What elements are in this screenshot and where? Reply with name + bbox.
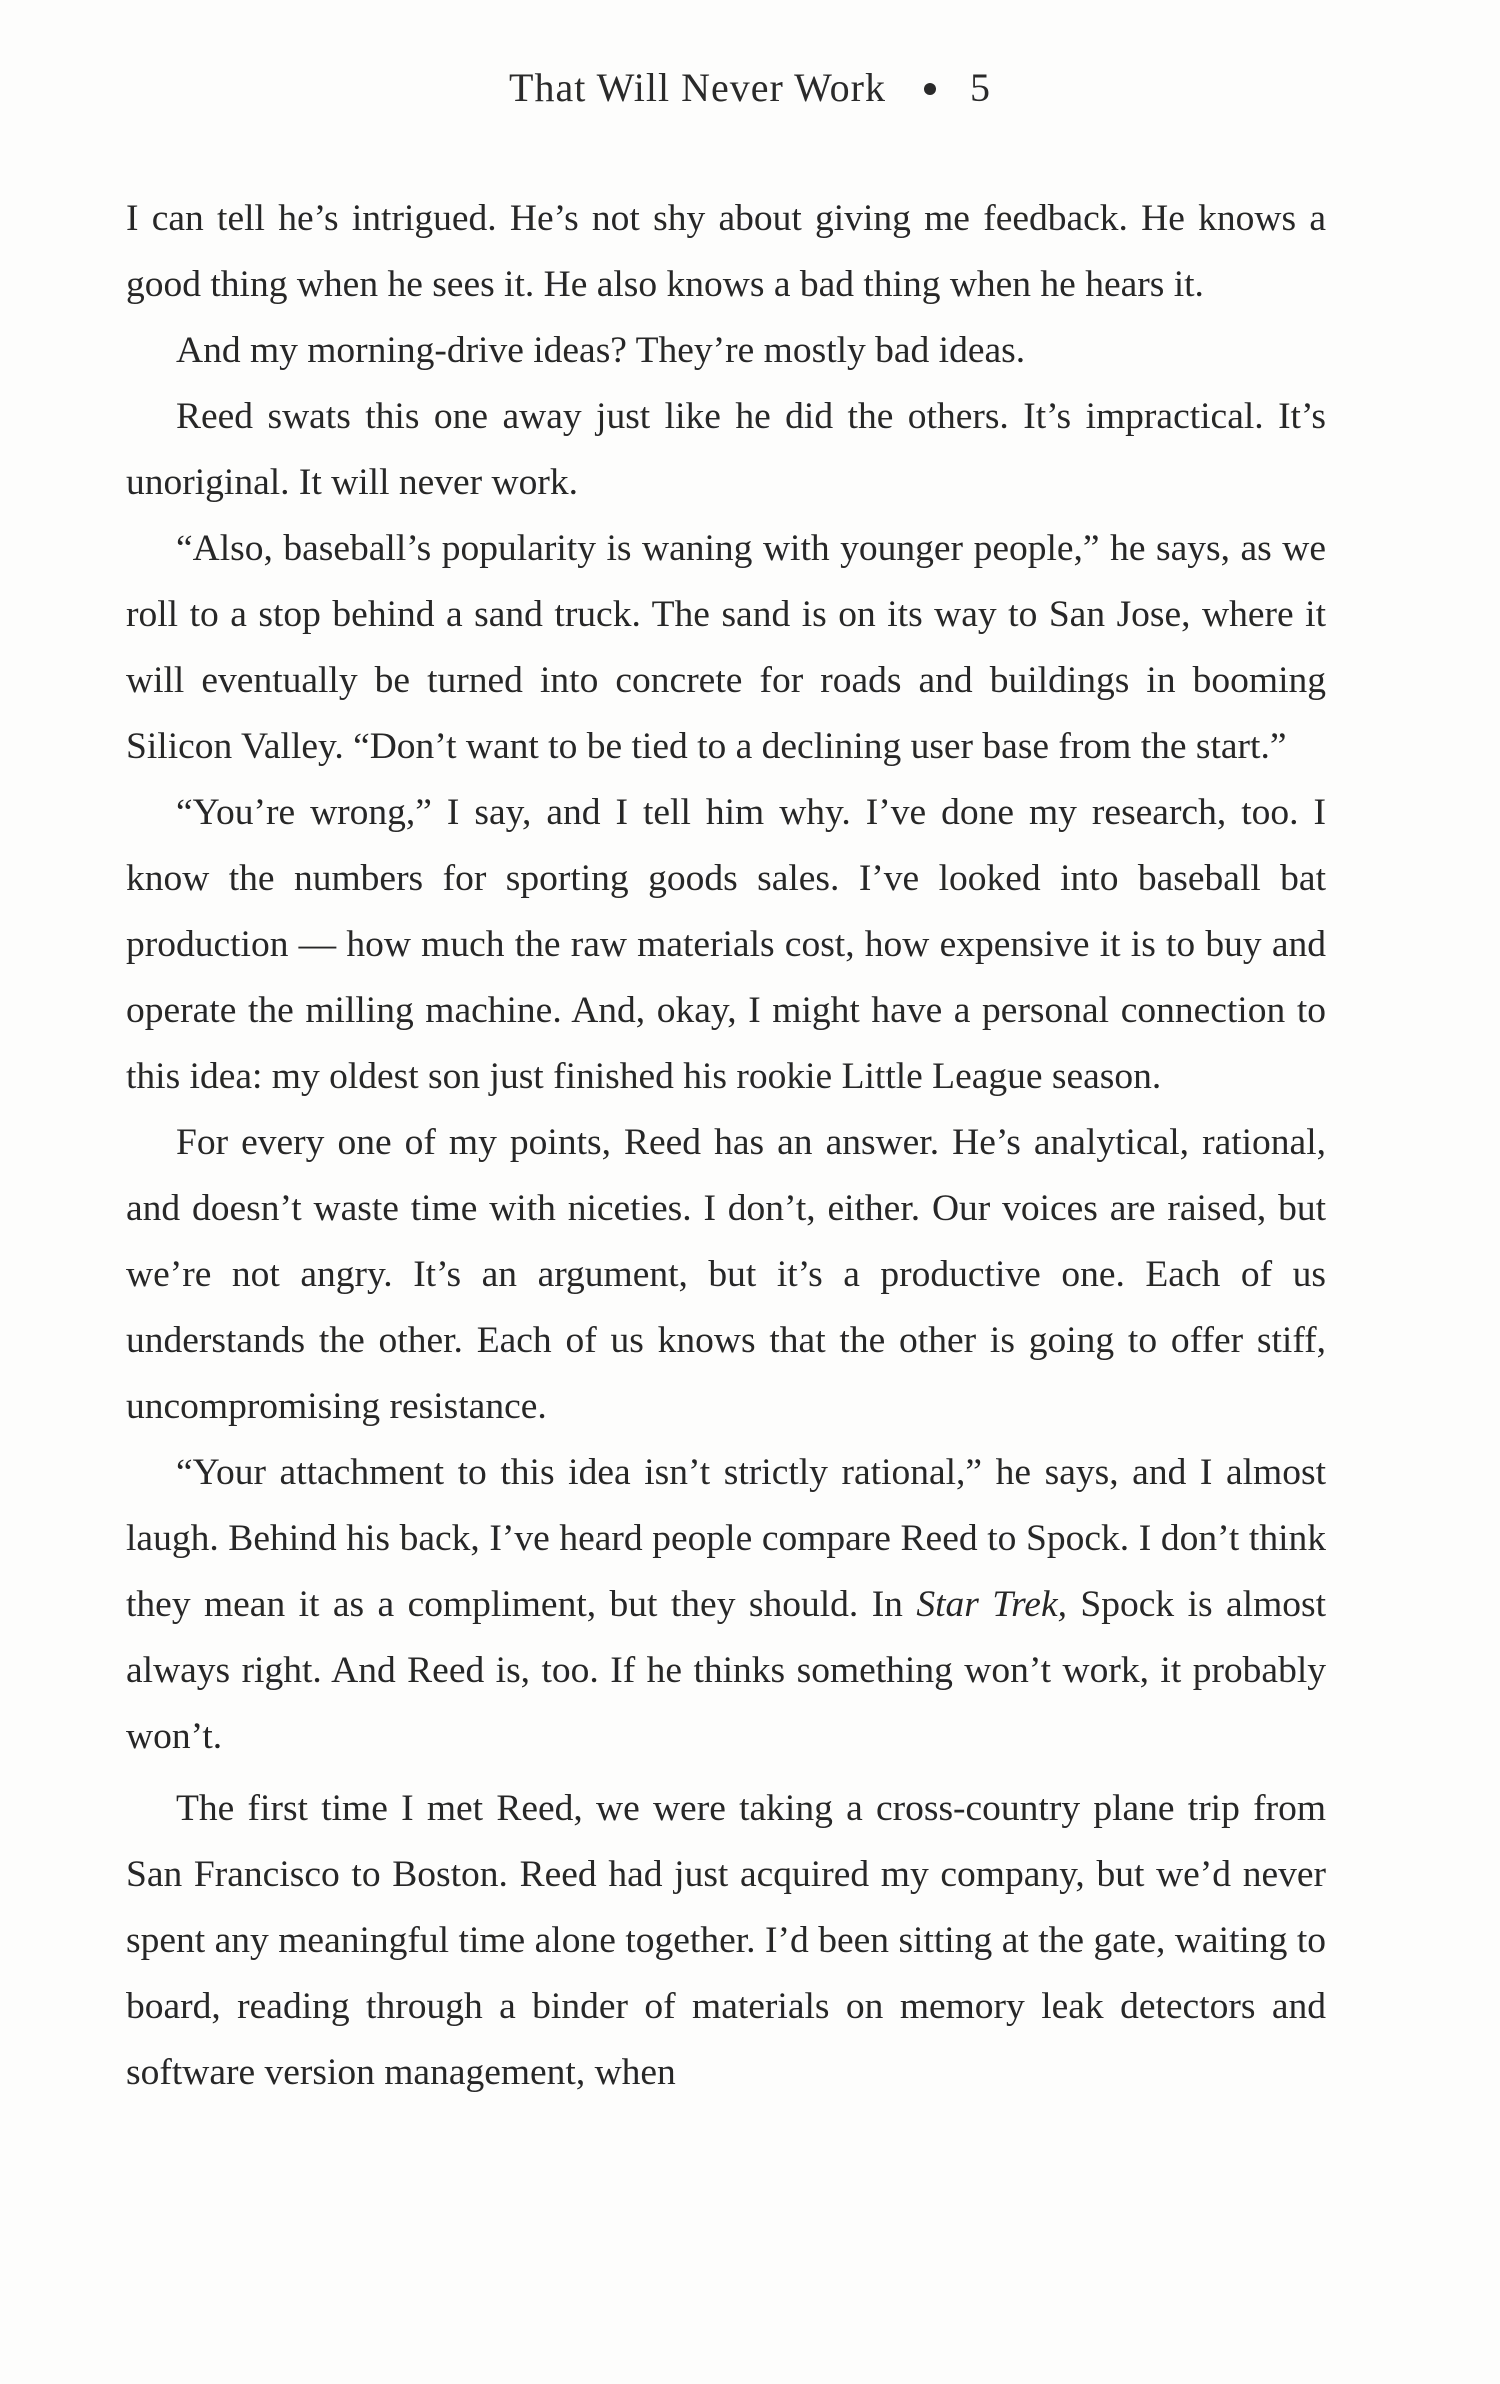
- paragraph-2: And my morning-drive ideas? They’re mostly bad ideas.: [176, 330, 1026, 371]
- running-head: [0, 64, 1500, 111]
- paragraph-8: The first time I met Reed, we were taking a cross-country plane trip from San Francisco to Boston. Reed had just acquired my company, but we’d never spent any meaningful time alone together. I’d been sitting at the gate, waiting to board, reading through a binder of materials on memory leak detectors and software version management, when: [126, 1788, 1326, 2093]
- paragraph-5: “You’re wrong,” I say, and I tell him why. I’ve done my research, too. I know the numbers for sporting goods sales. I’ve looked into baseball bat production — how much the raw materials cost, how expensive it is to buy and operate the milling machine. And, okay, I might have a personal connection to this idea: my oldest son just finished his rookie Little League season.: [126, 792, 1326, 1097]
- paragraph-7: [126, 1440, 1326, 1770]
- paragraph-6: For every one of my points, Reed has an answer. He’s analytical, rational, and doesn’t waste time with niceties. I don’t, either. Our voices are raised, but we’re not angry. It’s an argument, but it’s a productive one. Each of us understands the other. Each of us knows that the other is going to offer stiff, uncompromising resistance.: [126, 1122, 1326, 1427]
- paragraph-7-start: “Your attachment to this idea isn’t strictly rational,” he says, and I almost laugh. Behind his back, I’ve heard people compare Reed to Spock. I don’t think they mean it as a compliment, but they should. In: [126, 1452, 1326, 1625]
- paragraph-3: Reed swats this one away just like he did the others. It’s impractical. It’s unoriginal. It will never work.: [126, 396, 1326, 503]
- book-title-star-trek: Star Trek,: [916, 1584, 1067, 1625]
- bullet-separator-icon: [924, 83, 936, 95]
- paragraph-1: I can tell he’s intrigued. He’s not shy about giving me feedback. He knows a good thing when he sees it. He also knows a bad thing when he hears it.: [126, 198, 1326, 305]
- paragraph-7-end: Spock is almost always right. And Reed is, too. If he thinks something won’t work, it probably won’t.: [126, 1584, 1327, 1757]
- chapter-title: That Will Never Work: [509, 65, 886, 110]
- paragraph-4: “Also, baseball’s popularity is waning with younger people,” he says, as we roll to a stop behind a sand truck. The sand is on its way to San Jose, where it will eventually be turned into concrete for roads and buildings in booming Silicon Valley. “Don’t want to be tied to a declining user base from the start.”: [126, 528, 1326, 767]
- body-text: [126, 186, 1326, 2106]
- page-number: 5: [969, 65, 991, 110]
